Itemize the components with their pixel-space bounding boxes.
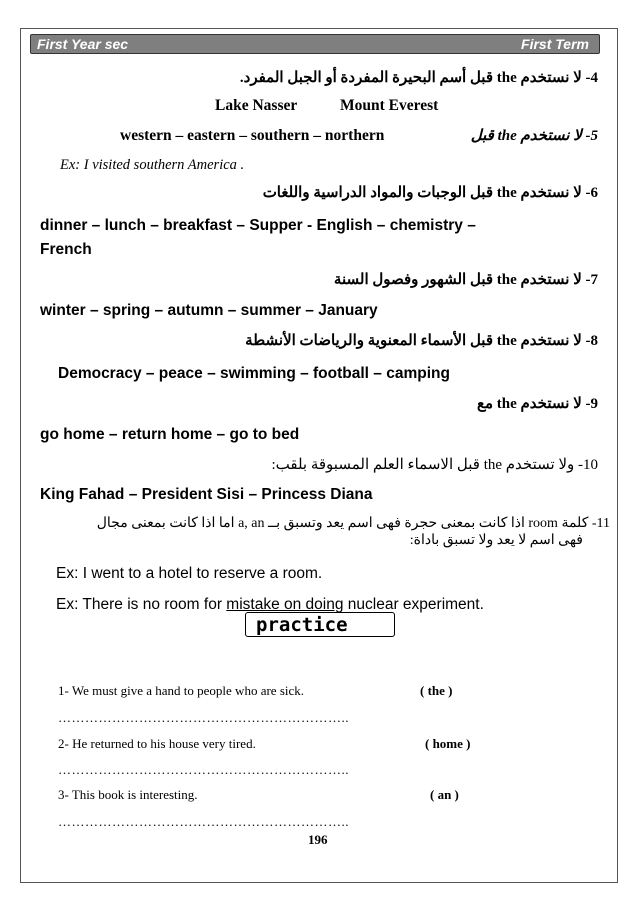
header-left-text: First Year sec <box>37 36 129 52</box>
rule-11-example-2-start: Ex: There is no room for <box>56 596 227 613</box>
rule-5-example: Ex: I visited southern America . <box>60 157 245 173</box>
practice-title: practice <box>256 614 348 636</box>
rule-9-line: go home – return home – go to bed <box>40 426 300 443</box>
answer-line-3: ……………………………………………………….. <box>58 814 349 829</box>
rule-7-line: winter – spring – autumn – summer – January <box>40 302 378 319</box>
rule-11-line-2: فهى اسم لا يعد ولا تسبق باداة: <box>409 533 583 548</box>
rule-6-line-1: dinner – lunch – breakfast – Supper - English – chemistry – <box>40 217 476 234</box>
rule-6: 6- لا نستخدم the قبل الوجبات والمواد الدراسية واللغات <box>262 185 598 201</box>
rule-9: 9- لا نستخدم the مع <box>476 396 598 412</box>
answer-line-2: ……………………………………………………….. <box>58 762 349 777</box>
rule-5-words: western – eastern – southern – northern <box>120 127 385 144</box>
answer-line-1: ……………………………………………………….. <box>58 710 349 725</box>
rule-4-example-1: Lake Nasser <box>215 97 298 114</box>
rule-4-example-2: Mount Everest <box>340 97 439 114</box>
practice-title-box <box>245 612 395 637</box>
answer-2: ( home ) <box>425 736 471 751</box>
answer-3: ( an ) <box>430 787 459 802</box>
header-right-text: First Term <box>521 36 589 52</box>
rule-8-line: Democracy – peace – swimming – football – camping <box>58 365 450 382</box>
question-3: 3- This book is interesting. <box>58 787 198 802</box>
rule-7: 7- لا نستخدم the قبل الشهور وفصول السنة <box>333 272 598 288</box>
page-header <box>30 34 600 54</box>
rule-11-example-2-end: nuclear experiment. <box>343 596 484 613</box>
question-1: 1- We must give a hand to people who are sick. <box>58 683 305 698</box>
answer-1: ( the ) <box>420 683 453 698</box>
rule-10: 10- ولا تستخدم the قبل الاسماء العلم المسبوقة بلقب: <box>271 457 598 473</box>
question-2: 2- He returned to his house very tired. <box>58 736 256 751</box>
rule-11-example-2-underlined: mistake on doing <box>226 596 344 613</box>
page-number: 196 <box>308 832 328 847</box>
rule-8: 8- لا نستخدم the قبل الأسماء المعنوية والرياضات الأنشطة <box>245 333 598 349</box>
rule-10-line: King Fahad – President Sisi – Princess Diana <box>40 486 373 503</box>
rule-6-line-2: French <box>40 241 92 258</box>
rule-11-example-1: Ex: I went to a hotel to reserve a room. <box>56 565 323 582</box>
rule-5: 5- لا نستخدم the قبل <box>470 128 598 144</box>
rule-4: 4- لا نستخدم the قبل أسم البحيرة المفردة أو الجبل المفرد. <box>239 70 598 86</box>
rule-11-line-1: 11- كلمة room اذا كانت بمعنى حجرة فهى اسم يعد وتسبق بــ a, an اما اذا كانت بمعنى مجال <box>96 516 610 531</box>
